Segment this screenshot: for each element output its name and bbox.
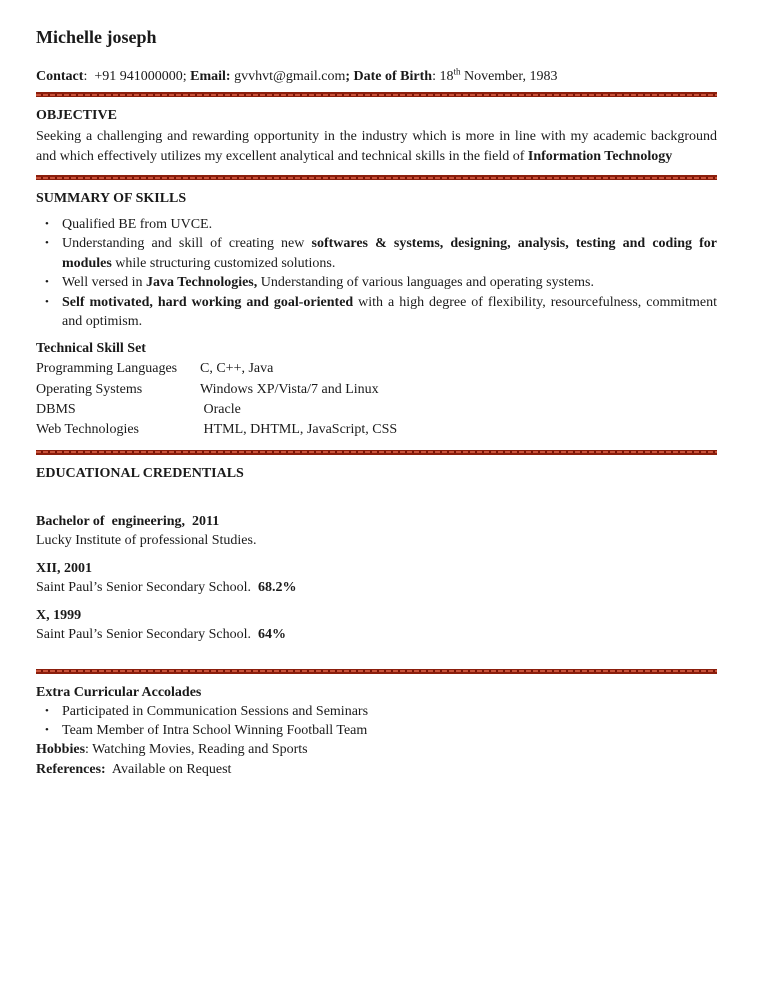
person-name: Michelle joseph	[36, 27, 157, 47]
dob-ordinal: th	[453, 66, 461, 77]
skill-run-bold: Java Technologies,	[146, 275, 258, 291]
dob-rest: November, 1983	[460, 69, 558, 84]
extra-curricular-heading: Extra Curricular Accolades	[36, 684, 202, 700]
table-row	[36, 420, 717, 440]
skill-text	[62, 234, 717, 273]
dob-label: ; Date of Birth	[345, 69, 433, 84]
education-entry	[36, 559, 717, 598]
extra-curricular-list	[36, 702, 717, 741]
bullet-icon: •	[45, 704, 49, 717]
tech-label: Web Technologies	[36, 422, 139, 438]
list-item	[36, 293, 717, 332]
degree-title: X, 1999	[36, 607, 82, 623]
hobbies-value: : Watching Movies, Reading and Sports	[85, 742, 308, 758]
objective-body	[36, 127, 717, 166]
skill-run: Understanding of various languages and operating systems.	[257, 275, 594, 291]
email-value: gvvhvt@gmail.com	[234, 69, 346, 84]
list-item	[36, 721, 717, 740]
contact-phone: : +91 941000000;	[83, 69, 191, 84]
institution-line	[36, 578, 717, 598]
table-row	[36, 400, 717, 420]
references-label: References:	[36, 761, 106, 777]
tech-value: HTML, DHTML, JavaScript, CSS	[200, 422, 398, 438]
bullet-icon: •	[45, 295, 49, 308]
skill-run: Understanding and skill of creating new	[62, 236, 312, 252]
contact-label: Contact	[36, 69, 84, 84]
score-value: 68.2%	[251, 580, 297, 596]
list-item	[36, 273, 717, 292]
section-divider	[36, 92, 717, 97]
objective-text: Seeking a challenging and rewarding opportunity in the industry which is more in line with my academic background and which effectively utilizes my excellent analytical and technical skills in the field of	[36, 129, 717, 164]
skill-run-bold: Self motivated, hard working and goal-oriented	[62, 294, 354, 310]
list-item	[36, 234, 717, 273]
objective-bold-text: Information Technology	[527, 148, 673, 164]
institution-name: Saint Paul’s Senior Secondary School.	[36, 627, 252, 643]
tech-label: Operating Systems	[36, 381, 143, 397]
tech-value: Windows XP/Vista/7 and Linux	[200, 381, 379, 397]
dob-day: : 18	[432, 69, 454, 84]
institution-name: Lucky Institute of professional Studies.	[36, 533, 257, 549]
section-divider	[36, 175, 717, 180]
accolade-text: Participated in Communication Sessions and Seminars	[62, 703, 369, 719]
contact-line	[36, 67, 717, 87]
list-item	[36, 215, 717, 234]
references-line	[36, 760, 717, 779]
bullet-icon: •	[45, 237, 49, 250]
tech-label: Programming Languages	[36, 361, 178, 377]
references-value: Available on Request	[105, 761, 232, 777]
education-entry	[36, 512, 717, 551]
tech-label: DBMS	[36, 402, 76, 418]
spacer	[36, 483, 717, 512]
skill-run: Well versed in	[62, 275, 147, 291]
bullet-icon: •	[45, 276, 49, 289]
institution-line	[36, 625, 717, 645]
list-item	[36, 702, 717, 721]
tech-value: C, C++, Java	[200, 361, 274, 377]
hobbies-line	[36, 740, 717, 759]
skill-text	[62, 293, 717, 332]
tech-skills-heading: Technical Skill Set	[36, 341, 146, 357]
skills-heading: SUMMARY OF SKILLS	[36, 191, 187, 206]
skill-run: with a high degree of flexibility, resourcefulness, commitment and optimism.	[62, 294, 718, 330]
institution-line	[36, 531, 717, 551]
section-divider	[36, 450, 717, 455]
skill-text	[62, 273, 717, 292]
skill-text: Qualified BE from UVCE.	[62, 217, 213, 232]
score-value: 64%	[251, 627, 287, 643]
institution-name: Saint Paul’s Senior Secondary School.	[36, 580, 252, 596]
objective-heading: OBJECTIVE	[36, 108, 117, 123]
education-entry	[36, 606, 717, 645]
education-heading: EDUCATIONAL CREDENTIALS	[36, 465, 244, 481]
degree-title: XII, 2001	[36, 560, 93, 576]
bullet-icon: •	[45, 724, 49, 737]
table-row	[36, 359, 717, 379]
skills-list	[36, 215, 717, 331]
degree-title: Bachelor of engineering, 2011	[36, 513, 220, 529]
skill-run-bold: softwares & systems, designing, analysis, testing and coding for modules	[62, 236, 717, 271]
skill-run: while structuring customized solutions.	[111, 255, 336, 271]
section-divider	[36, 669, 717, 674]
hobbies-label: Hobbies	[36, 742, 86, 758]
accolade-text: Team Member of Intra School Winning Football Team	[62, 723, 368, 739]
email-label: Email:	[190, 69, 235, 84]
tech-skills-table	[36, 359, 717, 440]
tech-value: Oracle	[200, 402, 241, 418]
bullet-icon: •	[45, 218, 49, 230]
table-row	[36, 380, 717, 400]
